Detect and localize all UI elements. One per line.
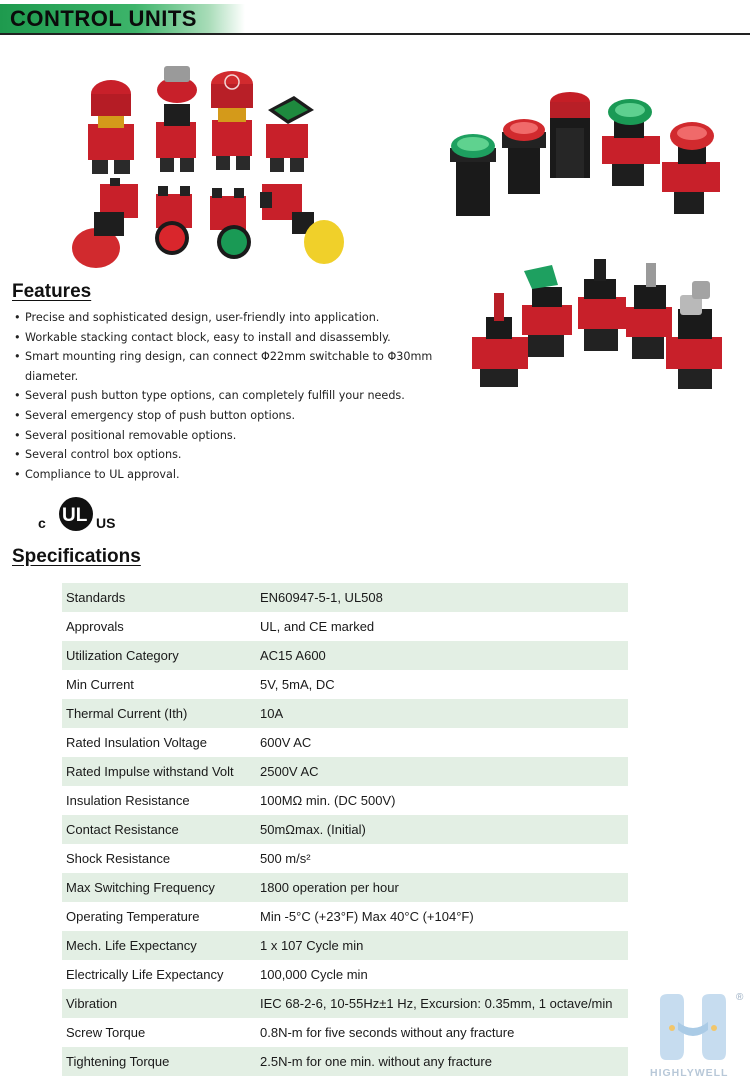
photo-selector-switches [466, 255, 736, 395]
table-row [62, 641, 628, 670]
features-heading: Features [12, 281, 92, 302]
spec-label: Shock Resistance [62, 844, 256, 873]
spec-value: 1 x 107 Cycle min [256, 931, 628, 960]
feature-item: • Several control box options. [14, 445, 434, 465]
spec-value: 10A [256, 699, 628, 728]
table-row [62, 1047, 628, 1076]
ul-certification-icon [36, 496, 122, 534]
spec-value: 2.5N-m for one min. without any fracture [256, 1047, 628, 1076]
spec-label: Vibration [62, 989, 256, 1018]
product-double-button [266, 96, 314, 172]
spec-label: Thermal Current (Ith) [62, 699, 256, 728]
spec-value: 5V, 5mA, DC [256, 670, 628, 699]
table-row [62, 699, 628, 728]
spec-label: Electrically Life Expectancy [62, 960, 256, 989]
feature-item: • Several emergency stop of push button options. [14, 406, 434, 426]
header-divider [0, 33, 750, 35]
feature-item-continuation: diameter. [25, 369, 79, 383]
spec-value: 1800 operation per hour [256, 873, 628, 902]
table-row [62, 989, 628, 1018]
product-flush-red [155, 186, 192, 255]
spec-value: 100,000 Cycle min [256, 960, 628, 989]
spec-label: Contact Resistance [62, 815, 256, 844]
spec-value: 100MΩ min. (DC 500V) [256, 786, 628, 815]
product-flush-green [210, 188, 251, 259]
header-band [0, 4, 750, 34]
specifications-table [62, 583, 628, 1076]
spec-label: Standards [62, 583, 256, 612]
photo-pilot-lights [446, 88, 736, 223]
table-row [62, 670, 628, 699]
product-pilot-green-block [602, 99, 660, 186]
table-row [62, 844, 628, 873]
product-pilot-red-block [662, 122, 720, 214]
spec-value: EN60947-5-1, UL508 [256, 583, 628, 612]
product-selector-1 [472, 293, 528, 387]
features-list [14, 308, 434, 484]
spec-label: Mech. Life Expectancy [62, 931, 256, 960]
table-row [62, 728, 628, 757]
highlywell-logo [648, 990, 748, 1078]
spec-label: Rated Impulse withstand Volt [62, 757, 256, 786]
table-row [62, 786, 628, 815]
feature-item: • Workable stacking contact block, easy to install and disassembly. [14, 328, 434, 348]
brand-name: HIGHLYWELL [650, 1067, 729, 1078]
product-selector-2 [522, 265, 572, 357]
product-emergency-stop-2 [211, 71, 253, 170]
spec-label: Screw Torque [62, 1018, 256, 1047]
table-row [62, 960, 628, 989]
spec-label: Operating Temperature [62, 902, 256, 931]
spec-value: 50mΩmax. (Initial) [256, 815, 628, 844]
product-mushroom-red [72, 178, 138, 268]
registered-mark: ® [736, 992, 744, 1003]
page-title: CONTROL UNITS [10, 6, 197, 31]
spec-label: Tightening Torque [62, 1047, 256, 1076]
spec-value: 500 m/s² [256, 844, 628, 873]
feature-item: • Several positional removable options. [14, 426, 434, 446]
spec-label: Rated Insulation Voltage [62, 728, 256, 757]
product-emergency-stop-1 [88, 80, 134, 174]
spec-label: Insulation Resistance [62, 786, 256, 815]
spec-label: Approvals [62, 612, 256, 641]
spec-value: Min -5°C (+23°F) Max 40°C (+104°F) [256, 902, 628, 931]
product-pilot-red-2 [550, 92, 590, 178]
product-mushroom-yellow [260, 184, 344, 264]
spec-value: 600V AC [256, 728, 628, 757]
table-row [62, 873, 628, 902]
feature-item: • Several push button type options, can completely fulfill your needs. [14, 386, 434, 406]
table-row [62, 815, 628, 844]
spec-label: Utilization Category [62, 641, 256, 670]
feature-item: • Precise and sophisticated design, user-friendly into application. [14, 308, 434, 328]
feature-item: • Smart mounting ring design, can connect Φ22mm switchable to Φ30mm [14, 347, 434, 367]
table-row [62, 612, 628, 641]
table-row [62, 1018, 628, 1047]
product-pilot-green [450, 134, 496, 216]
table-row [62, 757, 628, 786]
table-row [62, 902, 628, 931]
photo-push-buttons [70, 62, 350, 272]
spec-value: AC15 A600 [256, 641, 628, 670]
feature-item: • Compliance to UL approval. [14, 465, 434, 485]
spec-value: UL, and CE marked [256, 612, 628, 641]
product-selector-3 [578, 259, 626, 351]
table-row [62, 583, 628, 612]
product-key-stop [156, 66, 197, 172]
product-key-selector [666, 281, 722, 389]
svg-text:US: US [96, 515, 116, 531]
spec-label: Max Switching Frequency [62, 873, 256, 902]
product-pilot-red-1 [502, 119, 546, 194]
spec-label: Min Current [62, 670, 256, 699]
specifications-heading: Specifications [12, 546, 141, 567]
product-selector-4 [626, 263, 672, 359]
table-row [62, 931, 628, 960]
spec-value: IEC 68-2-6, 10-55Hz±1 Hz, Excursion: 0.35mm, 1 octave/min [256, 989, 628, 1018]
spec-value: 2500V AC [256, 757, 628, 786]
svg-text:UL: UL [62, 505, 88, 526]
spec-value: 0.8N-m for five seconds without any fracture [256, 1018, 628, 1047]
svg-text:c: c [38, 515, 46, 531]
